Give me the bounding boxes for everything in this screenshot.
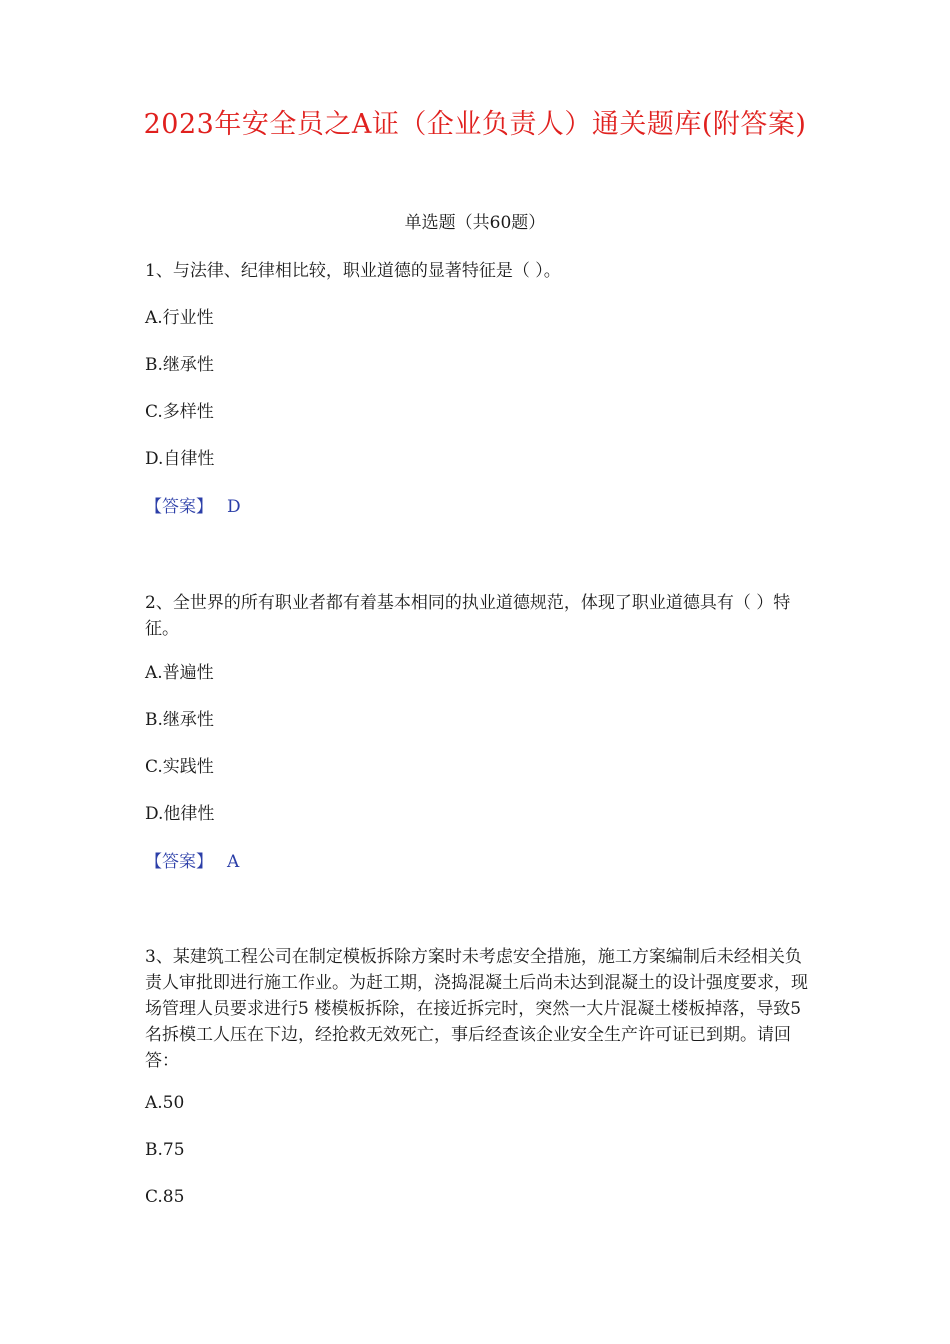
answer-value: A [227,852,240,872]
question-1-stem: 1、与法律、纪律相比较，职业道德的显著特征是（ ）。 [145,261,561,281]
question-1-answer [145,494,241,520]
question-3-option-c: C.85 [145,1187,185,1207]
section-title: 单选题（共60题） [404,213,546,233]
question-3-option-b: B.75 [145,1140,185,1160]
question-1-option-c: C.多样性 [145,402,214,422]
question-1-option-b: B.继承性 [145,355,214,375]
question-2-stem: 2、全世界的所有职业者都有着基本相同的执业道德规范，体现了职业道德具有（ ）特征。 [145,593,791,639]
answer-label: 【答案】 [145,497,213,517]
question-2-answer [145,849,239,875]
question-2-option-c: C.实践性 [145,757,214,777]
question-1-option-a: A.行业性 [145,308,214,328]
question-3-stem: 3、某建筑工程公司在制定模板拆除方案时未考虑安全措施，施工方案编制后未经相关负责人审批即进行施工作业。为赶工期，浇捣混凝土后尚未达到混凝土的设计强度要求，现场管理人员要求进行5 楼模板拆除，在接近拆完时，突然一大片混凝土楼板掉落，导致5 名拆模工人压在下边，经抢救无效死亡，事后经查该企业安全生产许可证已到期。请回答： [145,947,808,1071]
answer-value: D [227,497,241,517]
question-1-option-d: D.自律性 [145,449,215,469]
answer-label: 【答案】 [145,852,213,872]
question-3-option-a: A.50 [145,1093,185,1113]
question-2-option-b: B.继承性 [145,710,214,730]
document-title: 2023年安全员之A证（企业负责人）通关题库(附答案) [143,109,807,140]
question-2-option-d: D.他律性 [145,804,215,824]
question-2-option-a: A.普遍性 [145,663,214,683]
